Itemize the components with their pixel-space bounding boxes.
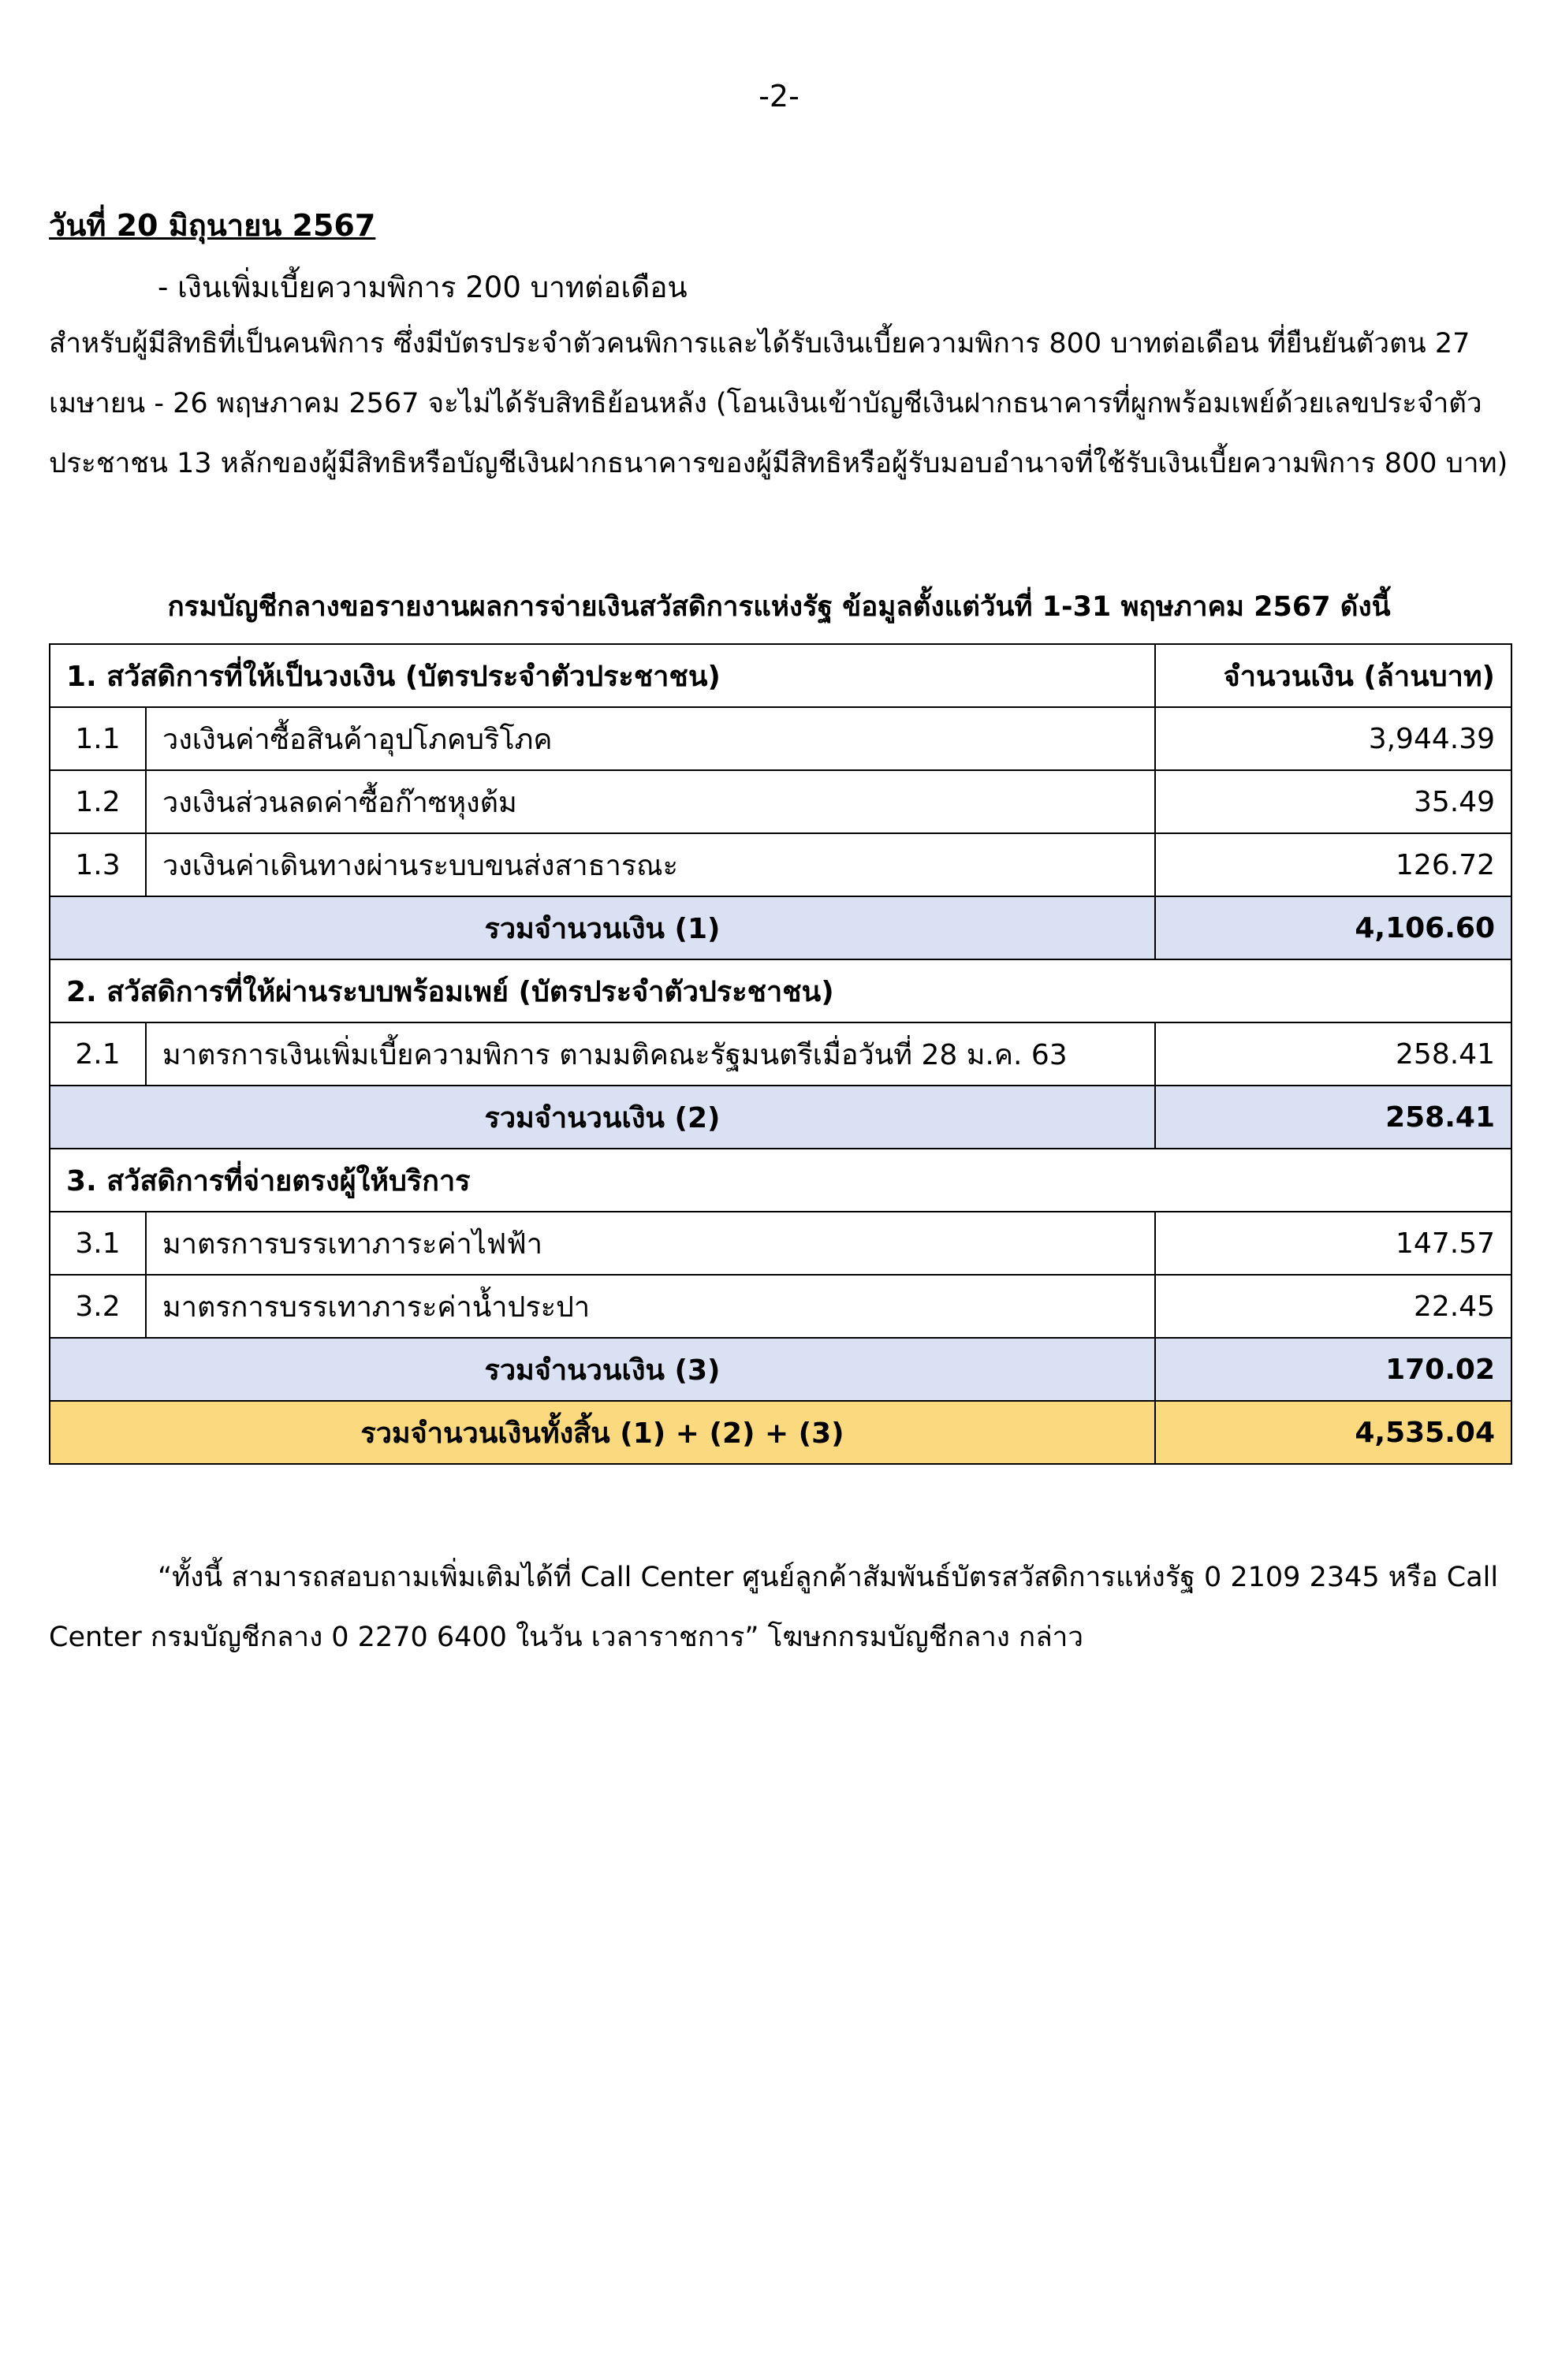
subtotal-amount: 170.02 [1155, 1338, 1511, 1401]
section-title: 2. สวัสดิการที่ให้ผ่านระบบพร้อมเพย์ (บัตรประจำตัวประชาชน) [50, 959, 1511, 1022]
report-heading: กรมบัญชีกลางขอรายงานผลการจ่ายเงินสวัสดิการแห่งรัฐ ข้อมูลตั้งแต่วันที่ 1-31 พฤษภาคม 2567 ดังนี้ [167, 591, 1391, 623]
page-number: -2- [758, 79, 800, 114]
contact-paragraph: “ทั้งนี้ สามารถสอบถามเพิ่มเติมได้ที่ Call Center ศูนย์ลูกค้าสัมพันธ์บัตรสวัสดิการแห่งรัฐ 0 2109 2345 หรือ Call Center กรมบัญชีกลาง 0 2270 6400 ในวัน เวลาราชการ” โฆษกกรมบัญชีกลาง กล่าว [49, 1562, 1499, 1653]
row-description: วงเงินค่าซื้อสินค้าอุปโภคบริโภค [146, 707, 1155, 770]
row-number: 3.1 [50, 1212, 146, 1275]
grand-total-row [50, 1401, 1511, 1464]
subtotal-amount: 4,106.60 [1155, 896, 1511, 959]
subtotal-label: รวมจำนวนเงิน (2) [50, 1086, 1155, 1149]
subtotal-row [50, 896, 1511, 959]
subtotal-row [50, 1338, 1511, 1401]
bullet-item: - เงินเพิ่มเบี้ยความพิการ 200 บาทต่อเดือน [158, 270, 688, 304]
subtotal-label: รวมจำนวนเงิน (3) [50, 1338, 1155, 1401]
section-title: 1. สวัสดิการที่ให้เป็นวงเงิน (บัตรประจำตัวประชาชน) [50, 644, 1155, 707]
table-row [50, 1212, 1511, 1275]
row-description: มาตรการบรรเทาภาระค่าไฟฟ้า [146, 1212, 1155, 1275]
amount-column-header: จำนวนเงิน (ล้านบาท) [1155, 644, 1511, 707]
section-header-row [50, 644, 1511, 707]
welfare-payment-table [49, 643, 1512, 1465]
row-number: 1.3 [50, 833, 146, 896]
table-row [50, 770, 1511, 833]
row-number: 2.1 [50, 1022, 146, 1086]
table-row [50, 707, 1511, 770]
table-row [50, 1022, 1511, 1086]
row-number: 3.2 [50, 1275, 146, 1338]
section-header-row [50, 1149, 1511, 1212]
subtotal-row [50, 1086, 1511, 1149]
row-description: วงเงินส่วนลดค่าซื้อก๊าซหุงต้ม [146, 770, 1155, 833]
row-number: 1.2 [50, 770, 146, 833]
row-description: มาตรการเงินเพิ่มเบี้ยความพิการ ตามมติคณะรัฐมนตรีเมื่อวันที่ 28 ม.ค. 63 [146, 1022, 1155, 1086]
date-heading: วันที่ 20 มิถุนายน 2567 [49, 208, 376, 243]
row-amount: 35.49 [1155, 770, 1511, 833]
row-amount: 22.45 [1155, 1275, 1511, 1338]
row-amount: 258.41 [1155, 1022, 1511, 1086]
row-number: 1.1 [50, 707, 146, 770]
row-amount: 126.72 [1155, 833, 1511, 896]
row-description: วงเงินค่าเดินทางผ่านระบบขนส่งสาธารณะ [146, 833, 1155, 896]
table-row [50, 1275, 1511, 1338]
row-description: มาตรการบรรเทาภาระค่าน้ำประปา [146, 1275, 1155, 1338]
grand-total-amount: 4,535.04 [1155, 1401, 1511, 1464]
row-amount: 3,944.39 [1155, 707, 1511, 770]
eligibility-paragraph: สำหรับผู้มีสิทธิที่เป็นคนพิการ ซึ่งมีบัตรประจำตัวคนพิการและได้รับเงินเบี้ยความพิการ 800 บาทต่อเดือน ที่ยืนยันตัวตน 27 เมษายน - 26 พฤษภาคม 2567 จะไม่ได้รับสิทธิย้อนหลัง (โอนเงินเข้าบัญชีเงินฝากธนาคารที่ผูกพร้อมเพย์ด้วยเลขประจำตัวประชาชน 13 หลักของผู้มีสิทธิหรือบัญชีเงินฝากธนาคารของผู้มีสิทธิหรือผู้รับมอบอำนาจที่ใช้รับเงินเบี้ยความพิการ 800 บาท) [49, 328, 1508, 479]
section-title: 3. สวัสดิการที่จ่ายตรงผู้ให้บริการ [50, 1149, 1511, 1212]
row-amount: 147.57 [1155, 1212, 1511, 1275]
table-row [50, 833, 1511, 896]
subtotal-amount: 258.41 [1155, 1086, 1511, 1149]
subtotal-label: รวมจำนวนเงิน (1) [50, 896, 1155, 959]
section-header-row [50, 959, 1511, 1022]
grand-total-label: รวมจำนวนเงินทั้งสิ้น (1) + (2) + (3) [50, 1401, 1155, 1464]
